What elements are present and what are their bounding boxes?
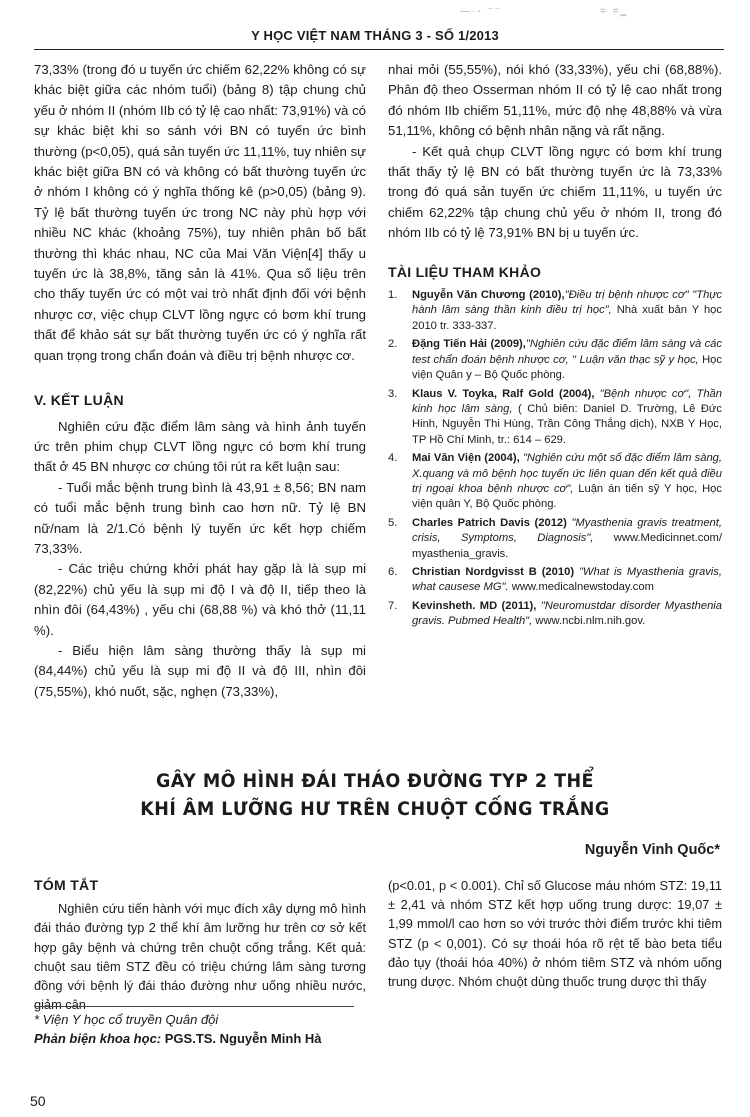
page-number: 50 bbox=[30, 1093, 46, 1109]
reference-list bbox=[388, 288, 722, 630]
abstract-left-column bbox=[34, 876, 366, 1014]
reference-item: 4. Mai Văn Viện (2004), "Nghiên cứu một số đặc điểm lâm sàng, X.quang và mô bệnh học tuyến ức liên quan đến kết quả điều trị ngoại khoa bệnh nhược cơ", Luận án tiến sỹ Y học, Học viện quân Y, Bộ Quốc phòng. bbox=[388, 452, 722, 511]
right-column bbox=[388, 60, 722, 633]
abstract-text-continued: (p<0.01, p < 0.001). Chỉ số Glucose máu nhóm STZ: 19,11 ± 2,41 và nhóm STZ kết hợp uống trung dược: 19,07 ± 1,99 mmol/l cao hơn so với trước thời điểm trước khi tiêm STZ (p < 0,001). Có sự thoái hóa rõ rệt tế bào beta tiểu đảo tụy (thoái hóa 40%) ở nhóm tiêm STZ và nhóm uống trung dược. Nhóm chuột dùng thuốc trung dược thì thấy bbox=[388, 878, 722, 990]
abstract-heading: TÓM TẮT bbox=[34, 877, 99, 893]
conclusion-point: - Tuổi mắc bệnh trung bình là 43,91 ± 8,56; BN nam có tuổi mắc bệnh trung bình cao hơn nữ. Tỷ lệ BN nữ/nam là 2/1.Có bệnh lý tuyến ức kết hợp chiếm 73,33%. bbox=[34, 479, 366, 556]
conclusion-intro: Nghiên cứu đặc điểm lâm sàng và hình ảnh tuyến ức trên phim chụp CLVT lồng ngực có bơm khí trung thất ở 45 BN nhược cơ chúng tôi rút ra kết luận sau: bbox=[34, 418, 366, 475]
references-heading: TÀI LIỆU THAM KHẢO bbox=[388, 263, 542, 280]
discussion-paragraph: 73,33% (trong đó u tuyến ức chiếm 62,22% không có sự khác biệt giữa các nhóm tuổi) (bảng 8) tập chung chủ yếu ở nhóm II (nhóm IIb có tỷ lệ cao nhất: 73,91%) và có sự khác biệt khi so sánh với BN có tuyến ức bình thường (p<0,05), quá sản tuyến ức 11,11%, tuy nhiên sự khác biệt giữa BN có và không có bất thường tuyến ức ở nhóm I không có ý nghĩa thống kê (p>0,05) (bảng 9). Tỷ lệ bất thường tuyến ức trong NC này phù hợp với nhiều NC khác (khoảng 75%), tuy nhiên phân bố bất thường thì khác nhau, NC của Mai Văn Viện[4] thấy u tuyến ức là 38,8%, tăng sản là 41%. Qua số liệu trên cho thấy tuyến ức có một vai trò nhất định đối với bệnh nhược cơ, việc chụp CLVT lồng ngực có bơm khí trung thất để khảo sát sự bất thường tuyến ức có ý nghĩa rất quan trọng trong chẩn đoán và điều trị bệnh nhược cơ. bbox=[34, 62, 366, 363]
conclusion-point: - Các triệu chứng khởi phát hay gặp là là sụp mi (82,22%) chủ yếu là sụp mi độ I và độ II, tiếp theo là nhìn đôi (64,43%) , yếu chi (68,88 %) và khó thở (11,11 %). bbox=[34, 561, 366, 638]
article-title-line2: KHÍ ÂM LƯỠNG HƯ TRÊN CHUỘT CỐNG TRẮNG bbox=[140, 798, 610, 820]
footnote-affiliation: * Viện Y học cổ truyền Quân đội bbox=[34, 1012, 219, 1027]
reference-item: 5. Charles Patrich Davis (2012) "Myasthenia gravis treatment, crisis, Symptoms, Diagnosis", www.Medicinnet.com/ myasthenia_gravis. bbox=[388, 516, 722, 560]
journal-header: Y HỌC VIỆT NAM THÁNG 3 - SỐ 1/2013 bbox=[251, 28, 499, 43]
reference-item: 6. Christian Nordgvisst B (2010) "What is Myasthenia gravis, what causese MG". www.medicalnewstoday.com bbox=[388, 565, 722, 594]
header-divider bbox=[34, 49, 724, 50]
results-paragraph: nhai mỏi (55,55%), nói khó (33,33%), yếu chi (68,88%). Phân độ theo Osserman nhóm II có tỷ lệ cao nhất trong đó nhóm IIb chiếm 51,11%, mức độ nhẹ 48,88% và vừa 51,11%, không có bệnh nhân nặng và rất nặng. bbox=[388, 62, 722, 139]
ct-result-paragraph: - Kết quả chụp CLVT lồng ngực có bơm khí trung thất thấy tỷ lệ BN có bất thường tuyến ức là 73,33% trong đó quá sản tuyến ức chiếm 11,11%, u tuyến ức chiếm 62,22% tập chung chủ yếu ở nhóm II, trong đó nhóm IIb có tỷ lệ 73,91% BN bị u tuyến ức. bbox=[388, 143, 722, 241]
reference-item: 3. Klaus V. Toyka, Ralf Gold (2004), "Bệnh nhược cơ", Thần kinh học lâm sàng, ( Chủ biên: Daniel D. Trường, Lê Đức Hinh, Nguyễn Thi Hùng, Trần Công Thắng dịch), NXB Y Học, TP Hồ Chí Minh, tr.: 614 – 629. bbox=[388, 387, 722, 446]
abstract-right-column bbox=[388, 876, 722, 991]
article-title-line1: GÂY MÔ HÌNH ĐÁI THÁO ĐƯỜNG TYP 2 THỂ bbox=[156, 770, 594, 792]
left-column bbox=[34, 60, 366, 702]
footnote-reviewer: Phản biện khoa học: PGS.TS. Nguyễn Minh Hà bbox=[34, 1031, 322, 1046]
reference-item: 1. Nguyễn Văn Chương (2010),"Điều trị bệnh nhược cơ" "Thực hành lâm sàng thần kinh điều trị học", Nhà xuất bản Y học 2010 tr. 333-337. bbox=[388, 289, 722, 332]
conclusion-point: - Biểu hiện lâm sàng thường thấy là sụp mi (84,44%) chủ yếu là sụp mi độ II và độ III, nhìn đôi (75,55%), khó nuốt, sặc, nghẹn (73,33%), bbox=[34, 642, 366, 699]
scan-artifact: = =‗ bbox=[600, 6, 628, 17]
reference-item: 2. Đặng Tiến Hải (2009),"Nghiên cứu đặc điểm lâm sàng và các test chẩn đoán bệnh nhược cơ, " Luận văn thạc sỹ y học, Học viện Quân y – Bộ Quốc phòng. bbox=[388, 338, 723, 382]
section-heading-conclusion: V. KẾT LUẬN bbox=[34, 392, 124, 409]
reference-item: 7. Kevinsheth. MD (2011), "Neuromustdar disorder Myasthenia gravis. Pubmed Health", www.ncbi.nlm.nih.gov. bbox=[388, 599, 722, 628]
scan-artifact: —·- ⁻⁻ bbox=[460, 6, 502, 17]
abstract-text: Nghiên cứu tiến hành với mục đích xây dựng mô hình đái tháo đường typ 2 thể khí âm lưỡng hư trên cơ sở kết hợp gây bệnh và chứng trên chuột cống trắng. Kết quả: chuột sau tiêm STZ đều có triệu chứng lâm sàng tương đồng với bệnh lý đái tháo đường như uống nhiều nước, giảm cân bbox=[34, 901, 366, 1013]
article-author: Nguyễn Vinh Quốc* bbox=[584, 842, 720, 858]
footnote-divider bbox=[34, 1006, 354, 1007]
